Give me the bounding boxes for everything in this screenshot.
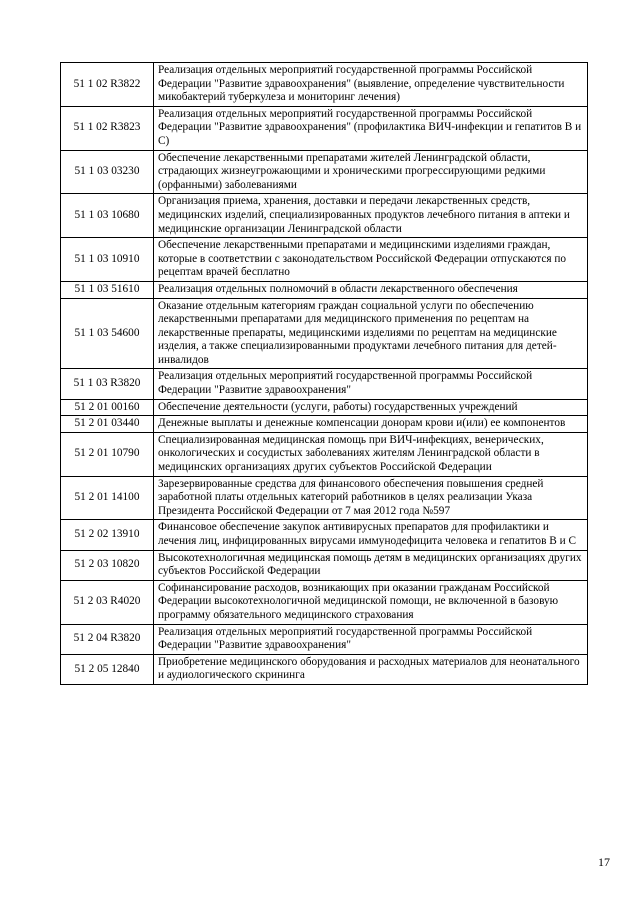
table-row xyxy=(61,416,588,433)
description-cell: Обеспечение лекарственными препаратами и медицинскими изделиями граждан, которые в соответствии с законодательством Российской Федерации отпускаются по рецептам врачей бесплатно xyxy=(154,238,588,282)
code-cell: 51 2 01 10790 xyxy=(61,432,154,476)
table-row xyxy=(61,298,588,369)
description-cell: Реализация отдельных мероприятий государственной программы Российской Федерации "Развитие здравоохранения" (профилактика ВИЧ-инфекции и гепатитов В и С) xyxy=(154,106,588,150)
code-cell: 51 1 03 03230 xyxy=(61,150,154,194)
description-cell: Реализация отдельных полномочий в области лекарственного обеспечения xyxy=(154,281,588,298)
table-row xyxy=(61,150,588,194)
code-cell: 51 1 02 R3822 xyxy=(61,63,154,107)
description-cell: Зарезервированные средства для финансового обеспечения повышения средней заработной платы отдельных категорий работников в целях реализации Указа Президента Российской Федерации от 7 мая 2012 года №597 xyxy=(154,476,588,520)
description-cell: Оказание отдельным категориям граждан социальной услуги по обеспечению лекарственными препаратами для медицинского применения по рецептам на лекарственные препараты, медицинскими изделиями по рецептам на медицинские изделия, а также специализированными продуктами лечебного питания для детей-инвалидов xyxy=(154,298,588,369)
code-cell: 51 1 02 R3823 xyxy=(61,106,154,150)
code-cell: 51 1 03 10680 xyxy=(61,194,154,238)
code-cell: 51 2 04 R3820 xyxy=(61,624,154,654)
code-cell: 51 1 03 51610 xyxy=(61,281,154,298)
code-cell: 51 1 03 54600 xyxy=(61,298,154,369)
description-cell: Реализация отдельных мероприятий государственной программы Российской Федерации "Развитие здравоохранения" xyxy=(154,624,588,654)
code-cell: 51 2 05 12840 xyxy=(61,654,154,684)
description-cell: Софинансирование расходов, возникающих при оказании гражданам Российской Федерации высокотехнологичной медицинской помощи, не включенной в базовую программу обязательного медицинского страхования xyxy=(154,580,588,624)
code-cell: 51 2 02 13910 xyxy=(61,520,154,550)
table-row xyxy=(61,432,588,476)
table-row xyxy=(61,194,588,238)
description-cell: Денежные выплаты и денежные компенсации донорам крови и(или) ее компонентов xyxy=(154,416,588,433)
table-row xyxy=(61,399,588,416)
table-row xyxy=(61,476,588,520)
description-cell: Специализированная медицинская помощь при ВИЧ-инфекциях, венерических, онкологических и сосудистых заболеваниях жителям Ленинградской области в медицинских организациях других субъектов Российской Федерации xyxy=(154,432,588,476)
table-row xyxy=(61,369,588,399)
description-cell: Обеспечение лекарственными препаратами жителей Ленинградской области, страдающих жизнеугрожающими и хроническими прогрессирующими редкими (орфанными) заболеваниями xyxy=(154,150,588,194)
table-row xyxy=(61,281,588,298)
table-row xyxy=(61,63,588,107)
description-cell: Обеспечение деятельности (услуги, работы) государственных учреждений xyxy=(154,399,588,416)
table-row xyxy=(61,550,588,580)
code-cell: 51 2 03 10820 xyxy=(61,550,154,580)
code-cell: 51 2 01 14100 xyxy=(61,476,154,520)
code-cell: 51 2 01 00160 xyxy=(61,399,154,416)
code-cell: 51 2 03 R4020 xyxy=(61,580,154,624)
code-cell: 51 1 03 R3820 xyxy=(61,369,154,399)
description-cell: Приобретение медицинского оборудования и расходных материалов для неонатального и аудиологического скрининга xyxy=(154,654,588,684)
description-cell: Организация приема, хранения, доставки и передачи лекарственных средств, медицинских изделий, специализированных продуктов лечебного питания в аптеки и медицинские организации Ленинградской области xyxy=(154,194,588,238)
page-number: 17 xyxy=(598,855,610,869)
code-cell: 51 2 01 03440 xyxy=(61,416,154,433)
budget-codes-table xyxy=(60,62,588,685)
description-cell: Реализация отдельных мероприятий государственной программы Российской Федерации "Развитие здравоохранения" (выявление, определение чувствительности микобактерий туберкулеза и мониторинг лечения) xyxy=(154,63,588,107)
table-row xyxy=(61,624,588,654)
table-row xyxy=(61,238,588,282)
table-row xyxy=(61,654,588,684)
table-row xyxy=(61,106,588,150)
code-cell: 51 1 03 10910 xyxy=(61,238,154,282)
description-cell: Финансовое обеспечение закупок антивирусных препаратов для профилактики и лечения лиц, инфицированных вирусами иммунодефицита человека и гепатитов В и С xyxy=(154,520,588,550)
table-row xyxy=(61,580,588,624)
description-cell: Высокотехнологичная медицинская помощь детям в медицинских организациях других субъектов Российской Федерации xyxy=(154,550,588,580)
table-body xyxy=(61,63,588,685)
description-cell: Реализация отдельных мероприятий государственной программы Российской Федерации "Развитие здравоохранения" xyxy=(154,369,588,399)
table-row xyxy=(61,520,588,550)
